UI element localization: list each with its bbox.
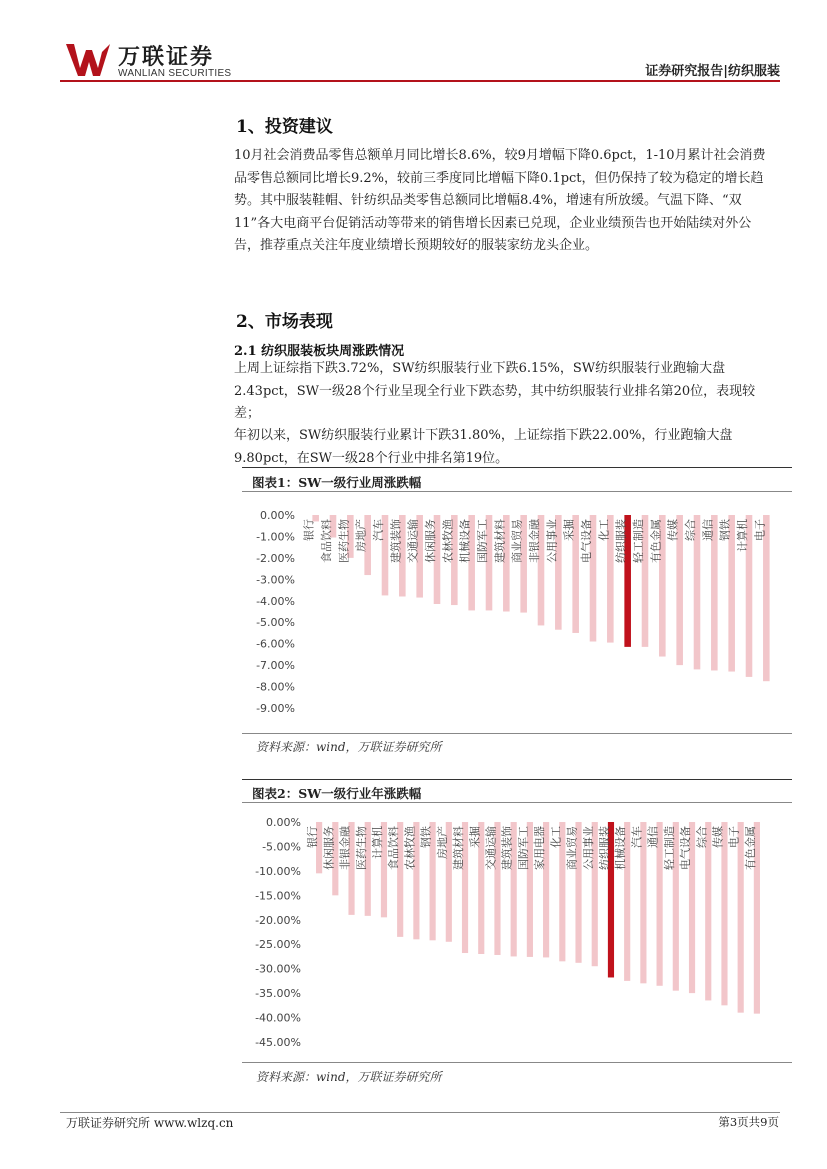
figure-2-source: 资料来源：wind，万联证券研究所 (256, 1070, 442, 1084)
figure-2-title-rule (242, 802, 792, 803)
y-tick-label: -4.00% (256, 594, 295, 608)
category-label: 机械设备 (614, 826, 628, 870)
category-label: 机械设备 (458, 519, 472, 563)
category-label: 银行 (302, 519, 316, 541)
category-label: 医药生物 (337, 519, 351, 563)
category-label: 商业贸易 (565, 826, 579, 870)
y-tick-label: 0.00% (260, 509, 295, 522)
figure-2-title: 图表2：SW一级行业年涨跌幅 (252, 786, 422, 801)
category-label: 纺织服装 (614, 519, 628, 563)
y-tick-label: -3.00% (256, 573, 295, 587)
category-label: 传媒 (711, 826, 725, 848)
footer-website: 万联证券研究所 www.wlzq.cn (66, 1116, 234, 1130)
section-1-body: 10月社会消费品零售总额单月同比增长8.6%，较9月增幅下降0.6pct，1-10月累计社会消费品零售总额同比增长9.2%，较前三季度同比增幅下降0.1pct，但仍保持了较为稳定的增长趋势。其中服装鞋帽、针纺织品类零售总额同比增幅8.4%，增速有所放缓。气温下降、“双11”各大电商平台促销活动等带来的销售增长因素已兑现，企业业绩预告也开始陆续对外公告，推荐重点关注年度业绩增长预期较好的服装家纺龙头企业。 (234, 148, 766, 253)
y-tick-label: -5.00% (262, 840, 301, 854)
y-tick-label: -35.00% (255, 987, 301, 1001)
section-2-1-para-1: 上周上证综指下跌3.72%，SW纺织服装行业下跌6.15%，SW纺织服装行业跑输大盘2.43pct，SW一级28个行业呈现全行业下跌态势，其中纺织服装行业排名第20位，表现较差； (234, 361, 756, 421)
bar-电子 (738, 822, 744, 1013)
figure-1-bottom-rule (242, 733, 792, 734)
category-label: 通信 (701, 519, 715, 541)
category-label: 建筑装饰 (389, 519, 403, 563)
category-label: 公用事业 (545, 519, 559, 563)
wanlian-logo-icon (66, 42, 110, 78)
category-label: 电子 (727, 826, 741, 848)
category-label: 汽车 (630, 826, 644, 848)
figure-1-title: 图表1：SW一级行业周涨跌幅 (252, 475, 422, 490)
category-label: 化工 (597, 519, 611, 541)
y-tick-label: -45.00% (255, 1036, 301, 1049)
report-tag: 证券研究报告|纺织服装 (645, 64, 780, 79)
category-label: 休闲服务 (322, 826, 336, 870)
category-label: 化工 (549, 826, 563, 848)
category-label: 采掘 (468, 826, 482, 848)
y-tick-label: -30.00% (255, 962, 301, 976)
y-tick-label: -20.00% (255, 913, 301, 927)
category-label: 房地产 (354, 519, 368, 552)
category-label: 国防军工 (516, 826, 530, 870)
y-tick-label: -7.00% (256, 659, 295, 673)
category-label: 家用电器 (533, 826, 547, 870)
company-name-cn: 万联证券 (118, 45, 215, 70)
category-label: 建筑材料 (452, 826, 466, 870)
category-label: 食品饮料 (320, 519, 333, 563)
category-label: 综合 (684, 519, 697, 541)
company-name-en: WANLIAN SECURITIES (118, 68, 232, 79)
figure-2-top-rule (242, 779, 792, 780)
category-label: 休闲服务 (424, 519, 437, 563)
figure-1-chart (255, 500, 780, 722)
category-label: 国防军工 (476, 519, 489, 563)
category-label: 公用事业 (581, 826, 595, 870)
category-label: 计算机 (370, 826, 384, 859)
y-tick-label: -15.00% (255, 889, 301, 903)
y-tick-label: -2.00% (256, 551, 295, 565)
category-label: 采掘 (562, 519, 576, 541)
category-label: 医药生物 (354, 826, 368, 870)
figure-2-bottom-rule (242, 1062, 792, 1063)
y-tick-label: -25.00% (255, 938, 301, 952)
category-label: 电气设备 (679, 826, 693, 870)
category-label: 农林牧渔 (441, 519, 455, 563)
category-label: 综合 (695, 826, 709, 848)
figure-1-top-rule (242, 467, 792, 468)
category-label: 电子 (753, 519, 767, 541)
category-label: 传媒 (666, 519, 680, 541)
category-label: 电气设备 (580, 519, 593, 563)
category-label: 交通运输 (484, 826, 498, 870)
y-tick-label: -40.00% (255, 1011, 301, 1025)
category-label: 食品饮料 (387, 826, 401, 870)
section-2-title: 2、市场表现 (236, 312, 333, 332)
y-tick-label: -1.00% (256, 530, 295, 544)
category-label: 房地产 (435, 826, 449, 859)
category-label: 非银金融 (338, 826, 352, 870)
header-divider (60, 80, 780, 82)
y-tick-label: -9.00% (256, 702, 295, 715)
section-2-1-title: 2.1 纺织服装板块周涨跌情况 (234, 344, 405, 359)
category-label: 汽车 (372, 519, 385, 541)
category-label: 建筑装饰 (500, 826, 514, 870)
category-label: 非银金融 (528, 519, 541, 563)
category-label: 轻工制造 (632, 519, 645, 563)
y-tick-label: 0.00% (266, 816, 301, 829)
footer-page-number: 第3页共9页 (718, 1115, 779, 1129)
category-label: 钢铁 (419, 826, 433, 848)
category-label: 轻工制造 (662, 826, 676, 870)
category-label: 商业贸易 (510, 519, 524, 563)
category-label: 钢铁 (718, 519, 732, 541)
category-label: 有色金属 (743, 826, 757, 870)
footer-divider (60, 1112, 780, 1113)
section-2-1-para-2: 年初以来，SW纺织服装行业累计下跌31.80%，上证综指下跌22.00%，行业跑输大盘9.80pct，在SW一级28个行业中排名第19位。 (234, 428, 733, 466)
category-label: 交通运输 (406, 519, 420, 563)
category-label: 建筑材料 (493, 519, 507, 563)
y-tick-label: -10.00% (255, 864, 301, 878)
figure-1-source: 资料来源：wind，万联证券研究所 (256, 740, 442, 754)
category-label: 农林牧渔 (403, 826, 417, 870)
bar-传媒 (721, 822, 727, 1005)
category-label: 计算机 (736, 519, 749, 552)
figure-1-title-rule (242, 491, 792, 492)
figure-2-chart (255, 808, 780, 1055)
y-tick-label: -8.00% (256, 680, 295, 694)
category-label: 有色金属 (649, 519, 663, 563)
y-tick-label: -5.00% (256, 616, 295, 630)
y-tick-label: -6.00% (256, 637, 295, 651)
category-label: 银行 (306, 826, 320, 848)
section-1-title: 1、投资建议 (236, 117, 333, 137)
category-label: 通信 (646, 826, 660, 848)
category-label: 纺织服装 (597, 826, 611, 870)
